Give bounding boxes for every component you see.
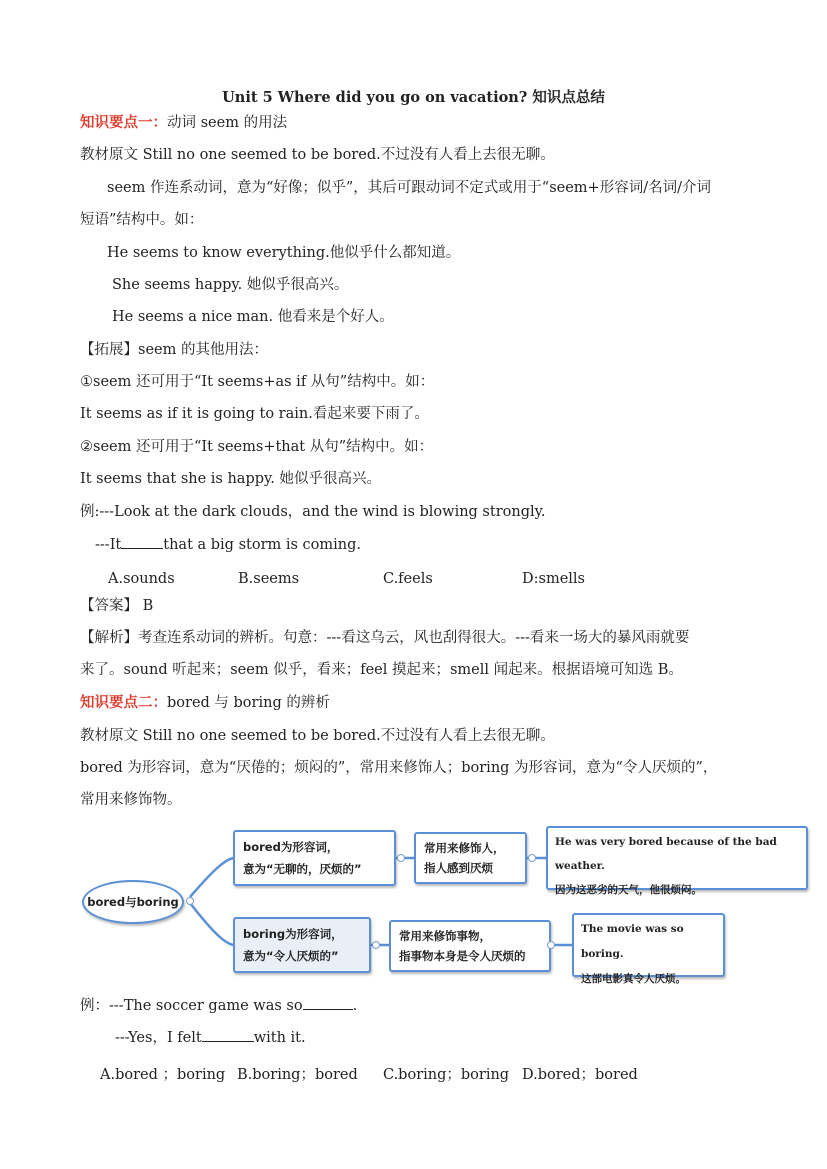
answer-blank (202, 1027, 254, 1042)
question1-option-c: C.feels (383, 571, 433, 587)
mindmap-boring-definition (233, 917, 371, 973)
point1-source: 教材原文 Still no one seemed to be bored.不过没有人看上去很无聊。 (80, 147, 555, 163)
point1-heading (80, 113, 287, 133)
mindmap-root-label: bored与boring (87, 895, 179, 909)
boring-definition-line2: 意为“令人厌烦的” (243, 949, 339, 963)
question1-option-d: D:smells (522, 571, 585, 587)
point1-explain-line1: seem 作连系动词，意为“好像；似乎”，其后可跟动词不定式或用于“seem+形容词/名词/介词 (107, 180, 711, 196)
question2-option-a: A.bored ；boring (100, 1067, 226, 1083)
question2-option-b: B.boring；bored (237, 1067, 358, 1083)
point2-heading-text: bored 与 boring 的辨析 (167, 695, 330, 711)
mindmap-boring-example (572, 913, 725, 985)
bored-usage-line1: 常用来修饰人， (424, 841, 505, 855)
boring-usage-line1: 常用来修饰事物， (399, 929, 491, 943)
question1-answer: 【答案】 B (80, 598, 154, 614)
point2-heading-label: 知识要点二： (80, 694, 167, 711)
point1-explain-line2: 短语”结构中。如： (80, 212, 204, 228)
extension-use-2-example: It seems that she is happy. 她似乎很高兴。 (80, 471, 382, 487)
answer-blank (303, 995, 353, 1010)
question2-option-c: C.boring；boring (383, 1067, 510, 1083)
boring-usage-line2: 指事物本身是令人厌烦的 (399, 949, 526, 963)
question1-option-a: A.sounds (108, 571, 175, 587)
boring-definition-line1: boring为形容词， (243, 927, 343, 941)
mindmap-collapse-dot (372, 941, 380, 949)
question1-analysis-line1: 【解析】考查连系动词的辨析。句意：---看这乌云，风也刮得很大。---看来一场大的暴风雨就要 (80, 630, 690, 646)
mindmap-collapse-dot (397, 854, 405, 862)
point2-source: 教材原文 Still no one seemed to be bored.不过没有人看上去很无聊。 (80, 728, 555, 744)
boring-example-en: The movie was so boring. (581, 923, 684, 960)
question2-line2-end: with it. (253, 1030, 306, 1046)
question1-line2-end: that a big storm is coming. (163, 537, 362, 553)
point2-explain-line1: bored 为形容词，意为“厌倦的；烦闷的”，常用来修饰人；boring 为形容词，意为“令人厌烦的”， (80, 760, 718, 776)
question1-line1: 例:---Look at the dark clouds，and the wind is blowing strongly. (80, 504, 546, 520)
mindmap-collapse-dot (528, 854, 536, 862)
question2-line2 (115, 1027, 306, 1048)
mindmap-boring-usage (389, 920, 551, 972)
example-sentence-3: He seems a nice man. 他看来是个好人。 (112, 309, 394, 325)
question2-line1 (80, 995, 357, 1016)
mindmap-collapse-dot (547, 941, 555, 949)
question2-line2-start: ---Yes，I felt (115, 1030, 202, 1046)
example-sentence-1: He seems to know everything.他似乎什么都知道。 (107, 245, 461, 261)
question1-line2 (95, 534, 361, 555)
bored-definition-line2: 意为“无聊的，厌烦的” (243, 862, 362, 876)
point2-explain-line2: 常用来修饰物。 (80, 792, 182, 808)
extension-use-2: ②seem 还可用于“It seems+that 从句”结构中。如： (80, 439, 434, 455)
question1-analysis-line2: 来了。sound 听起来；seem 似乎，看来；feel 摸起来；smell 闻起来。根据语境可知选 B。 (80, 662, 683, 678)
question1-line2-start: ---It (95, 537, 122, 553)
point1-heading-text: 动词 seem 的用法 (167, 115, 288, 131)
mindmap-collapse-dot (186, 897, 194, 905)
extension-heading: 【拓展】seem 的其他用法： (80, 342, 268, 358)
bored-definition-line1: bored为形容词， (243, 840, 339, 854)
answer-blank (121, 534, 163, 549)
mindmap-bored-example (546, 826, 808, 896)
extension-use-1: ①seem 还可用于“It seems+as if 从句”结构中。如： (80, 374, 435, 390)
boring-example-zh: 这部电影真令人厌烦。 (581, 973, 686, 985)
bored-usage-line2: 指人感到厌烦 (424, 861, 493, 875)
question2-line1-end: . (352, 998, 358, 1014)
question2-option-d: D.bored；bored (522, 1067, 638, 1083)
extension-use-1-example: It seems as if it is going to rain.看起来要下雨了。 (80, 406, 429, 422)
example-sentence-2: She seems happy. 她似乎很高兴。 (112, 277, 349, 293)
bored-example-zh: 因为这恶劣的天气，他很烦闷。 (555, 884, 702, 896)
bored-example-en: He was very bored because of the bad weather. (555, 836, 777, 872)
question2-line1-start: 例：---The soccer game was so (80, 998, 303, 1014)
question1-option-b: B.seems (238, 571, 300, 587)
page-title: Unit 5 Where did you go on vacation? 知识点总结 (222, 89, 605, 106)
point1-heading-label: 知识要点一： (80, 114, 167, 131)
mindmap-bored-definition (233, 830, 396, 886)
mindmap-root (82, 880, 184, 924)
mindmap-bored-usage (414, 832, 527, 884)
point2-heading (80, 693, 330, 713)
